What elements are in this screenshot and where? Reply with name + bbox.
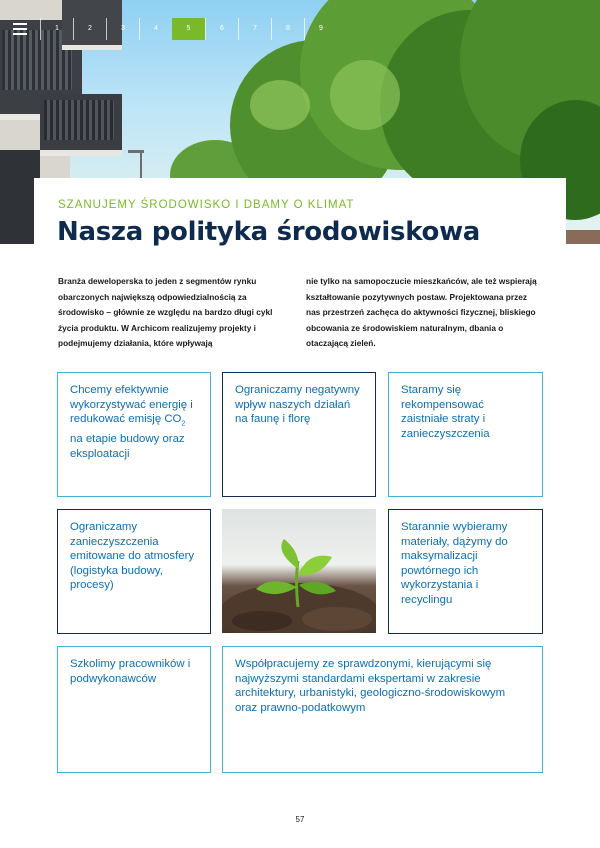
nav-page-1[interactable]: 1: [40, 18, 73, 40]
nav-page-5-active[interactable]: 5: [172, 18, 205, 40]
nav-page-2[interactable]: 2: [73, 18, 106, 40]
box-materials: [388, 509, 543, 634]
box-materials-text: Starannie wybieramy materiały, dążymy do maksymalizacji powtórnego ich wykorzystania i recyclingu: [401, 521, 508, 606]
box-experts-text: Współpracujemy ze sprawdzonymi, kierującymi się najwyższymi standardami ekspertami w zakresie architektury, urbanistyki, geologiczno-środowiskowym oraz prawno-podatkowym: [235, 658, 506, 714]
nav-page-9[interactable]: 9: [304, 18, 337, 40]
box-experts: [222, 646, 543, 773]
nav-page-6[interactable]: 6: [205, 18, 238, 40]
hamburger-menu-icon[interactable]: [0, 18, 40, 40]
nav-page-8[interactable]: 8: [271, 18, 304, 40]
box-training: [57, 646, 211, 773]
box-losses-text: Staramy się rekompensować zaistniałe straty i zanieczyszczenia: [401, 384, 490, 440]
intro-text-right: nie tylko na samopoczucie mieszkańców, ale też wspierają kształtowanie pozytywnych postaw. Projektowana przez nas przestrzeń zachęca do aktywności fizycznej, bliskiego obcowania ze środowiskiem naturalnym, dbania o otaczającą zieleń.: [306, 276, 537, 348]
nav-page-7[interactable]: 7: [238, 18, 271, 40]
seedling-photo: [222, 509, 376, 633]
box-energy-text-cont: na etapie budowy oraz eksploatacji: [70, 433, 185, 460]
box-air: [57, 509, 211, 634]
box-fauna-text: Ograniczamy negatywny wpływ naszych działań na faunę i florę: [235, 384, 360, 426]
page-number: 57: [295, 815, 305, 824]
box-energy-text: Chcemy efektywnie wykorzystywać energię i redukować emisję CO: [70, 384, 193, 426]
box-air-text: Ograniczamy zanieczyszczenia emitowane do atmosfery (logistyka budowy, procesy): [70, 521, 195, 592]
page-title: Nasza polityka środowiskowa: [57, 217, 481, 247]
box-energy: [57, 372, 211, 497]
box-training-text: Szkolimy pracowników i podwykonawców: [70, 658, 191, 685]
seedling-icon: [222, 509, 376, 633]
intro-text-left: Branża deweloperska to jeden z segmentów rynku obarczonych największą odpowiedzialnością za środowisko – głównie ze względu na bardzo długi cykl życia produktu. W Archicom realizujemy projekty i podejmujemy działania, które wpływają: [58, 276, 273, 348]
box-fauna: [222, 372, 376, 497]
co2-subscript: 2: [181, 420, 186, 428]
section-kicker: SZANUJEMY ŚRODOWISKO I DBAMY O KLIMAT: [58, 199, 355, 211]
box-losses: [388, 372, 543, 497]
page-navigation: [0, 18, 372, 40]
nav-page-4[interactable]: 4: [139, 18, 172, 40]
nav-page-3[interactable]: 3: [106, 18, 139, 40]
